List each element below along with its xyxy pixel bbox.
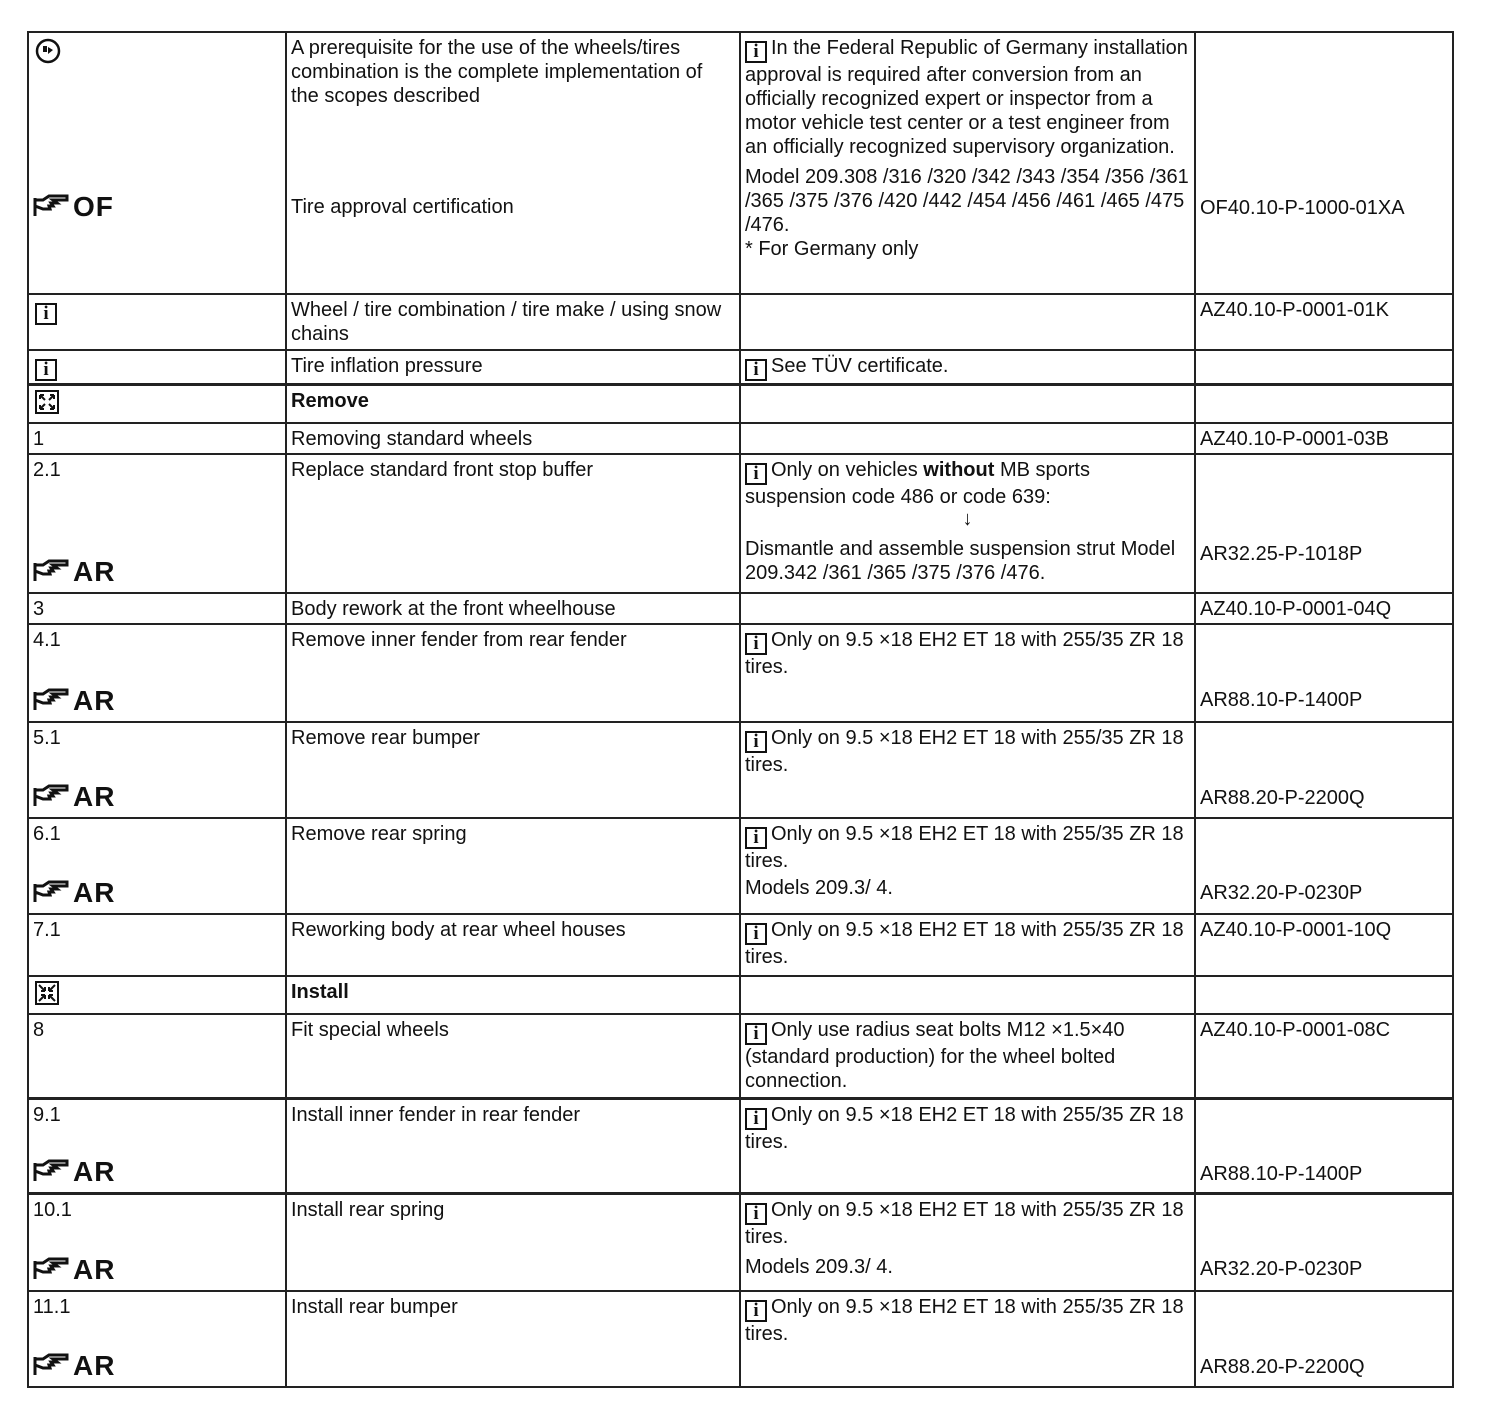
- ref-code: AR: [73, 685, 116, 716]
- document-ref: AZ40.10-P-0001-08C: [1200, 1019, 1391, 1041]
- description-text: Tire inflation pressure: [291, 355, 483, 377]
- info-icon: i: [745, 1108, 767, 1130]
- note-cell: [740, 385, 1195, 424]
- description-cell: [286, 593, 740, 624]
- document-ref-cell: [1195, 350, 1453, 385]
- step-cell: [28, 294, 286, 350]
- info-icon: i: [745, 923, 767, 945]
- table-row: [28, 1193, 1453, 1291]
- remove-icon: [35, 390, 59, 414]
- info-icon: i: [745, 1203, 767, 1225]
- note-text: Only on vehicles: [771, 459, 924, 481]
- arrow-down-icon: ↓: [962, 508, 973, 530]
- ref-code: AR: [73, 781, 116, 812]
- description-text: A prerequisite for the use of the wheels/tires combination is the complete implementation of the scopes described: [291, 37, 703, 107]
- description-text: Wheel / tire combination / tire make / using snow chains: [291, 299, 722, 345]
- step-cell: [28, 1014, 286, 1098]
- document-ref-cell: [1195, 722, 1453, 818]
- note-cell: [740, 1291, 1195, 1387]
- step-cell: [28, 454, 286, 593]
- description-cell: [286, 722, 740, 818]
- description-cell: [286, 454, 740, 593]
- step-cell: [28, 350, 286, 385]
- reference-hand-icon: [33, 1155, 116, 1187]
- description-cell: [286, 818, 740, 914]
- procedure-table: [27, 31, 1454, 1388]
- info-icon: i: [35, 303, 57, 325]
- step-number: 11.1: [33, 1296, 71, 1318]
- note-cell: [740, 294, 1195, 350]
- document-ref: AZ40.10-P-0001-03B: [1200, 428, 1390, 450]
- description-cell: [286, 350, 740, 385]
- document-ref: AR32.25-P-1018P: [1200, 543, 1363, 565]
- info-icon: i: [745, 463, 767, 485]
- install-icon: [35, 981, 59, 1005]
- table-row: [28, 1291, 1453, 1387]
- description-cell: [286, 976, 740, 1014]
- table-row: [28, 454, 1453, 593]
- table-row: [28, 423, 1453, 454]
- table-row: [28, 593, 1453, 624]
- step-number: 9.1: [33, 1103, 61, 1126]
- note-cell: [740, 976, 1195, 1014]
- step-number: 4.1: [33, 629, 61, 651]
- note-text: Only on 9.5 ×18 EH2 ET 18 with 255/35 ZR 18 tires.: [745, 919, 1184, 968]
- step-cell: [28, 1291, 286, 1387]
- description-cell: [286, 294, 740, 350]
- document-ref: AZ40.10-P-0001-04Q: [1200, 598, 1392, 620]
- ref-code: AR: [73, 1155, 116, 1187]
- note-cell: [740, 914, 1195, 976]
- note-cell: [740, 1098, 1195, 1193]
- document-ref-cell: [1195, 593, 1453, 624]
- warning-circle-icon: [35, 38, 61, 64]
- table-row: [28, 350, 1453, 385]
- note-text: Only on 9.5 ×18 EH2 ET 18 with 255/35 ZR 18 tires.: [745, 1296, 1184, 1345]
- model-list: Model 209.308 /316 /320 /342 /343 /354 /356 /361 /365 /375 /376 /420 /442 /454 /456 /461 /465 /475 /476.: [745, 166, 1189, 236]
- note-text: Only use radius seat bolts M12 ×1.5×40 (standard production) for the wheel bolted connection.: [745, 1019, 1125, 1092]
- description-text: Reworking body at rear wheel houses: [291, 919, 626, 941]
- note-emphasis: without: [923, 459, 995, 481]
- step-number: 7.1: [33, 919, 61, 941]
- ref-code: OF: [73, 191, 114, 222]
- document-ref: AR32.20-P-0230P: [1200, 1257, 1363, 1280]
- step-number: 10.1: [33, 1198, 72, 1221]
- step-cell: [28, 976, 286, 1014]
- section-heading: Remove: [291, 390, 369, 412]
- document-ref-cell: [1195, 454, 1453, 593]
- document-ref: AZ40.10-P-0001-01K: [1200, 299, 1390, 321]
- description-cell: [286, 1098, 740, 1193]
- note-cell: [740, 1193, 1195, 1291]
- step-number: 2.1: [33, 459, 61, 481]
- table-row: [28, 294, 1453, 350]
- step-cell: [28, 1098, 286, 1193]
- step-cell: [28, 593, 286, 624]
- reference-hand-icon: [33, 1256, 115, 1284]
- note-text-continued: MB sports suspension code 486 or code 639:: [745, 459, 1090, 508]
- description-cell: [286, 1014, 740, 1098]
- info-icon: i: [745, 1023, 767, 1045]
- description-text-secondary: Tire approval certification: [291, 196, 514, 218]
- document-ref: AR32.20-P-0230P: [1200, 882, 1363, 904]
- note-cell: [740, 722, 1195, 818]
- table-row: [28, 385, 1453, 424]
- reference-hand-icon: [33, 193, 114, 221]
- table-row: [28, 818, 1453, 914]
- document-ref-cell: [1195, 294, 1453, 350]
- description-text: Install rear bumper: [291, 1296, 458, 1318]
- note-text-secondary: Dismantle and assemble suspension strut Model 209.342 /361 /365 /375 /376 /476.: [745, 538, 1176, 584]
- step-cell: [28, 1193, 286, 1291]
- step-cell: [28, 914, 286, 976]
- document-ref: AZ40.10-P-0001-10Q: [1200, 919, 1392, 941]
- info-icon: i: [745, 827, 767, 849]
- note-text: In the Federal Republic of Germany installation approval is required after conversion from an officially recognized expert or inspector from a motor vehicle test center or a test engineer from an officially recognized supervisory organization.: [745, 37, 1188, 158]
- description-text: Fit special wheels: [291, 1019, 449, 1041]
- note-text: Only on 9.5 ×18 EH2 ET 18 with 255/35 ZR 18 tires.: [745, 823, 1184, 872]
- step-number: 3: [33, 598, 45, 620]
- table-row: [28, 976, 1453, 1014]
- info-icon: i: [745, 633, 767, 655]
- model-list: Models 209.3/ 4.: [745, 1255, 893, 1278]
- note-cell: [740, 593, 1195, 624]
- note-cell: [740, 350, 1195, 385]
- note-cell: [740, 624, 1195, 722]
- description-cell: [286, 423, 740, 454]
- note-text: Only on 9.5 ×18 EH2 ET 18 with 255/35 ZR 18 tires.: [745, 629, 1184, 678]
- document-ref-cell: [1195, 818, 1453, 914]
- document-ref-cell: [1195, 423, 1453, 454]
- document-ref-cell: [1195, 385, 1453, 424]
- document-ref-cell: [1195, 32, 1453, 294]
- document-ref-cell: [1195, 976, 1453, 1014]
- description-text: Replace standard front stop buffer: [291, 459, 594, 481]
- step-number: 5.1: [33, 727, 61, 749]
- model-list: Models 209.3/ 4.: [745, 877, 893, 899]
- description-text: Install inner fender in rear fender: [291, 1103, 581, 1126]
- step-cell: [28, 423, 286, 454]
- document-ref-cell: [1195, 1193, 1453, 1291]
- document-ref-cell: [1195, 1098, 1453, 1193]
- ref-code: AR: [73, 877, 116, 908]
- note-text: Only on 9.5 ×18 EH2 ET 18 with 255/35 ZR 18 tires.: [745, 1103, 1184, 1153]
- note-cell: [740, 423, 1195, 454]
- document-ref: OF40.10-P-1000-01XA: [1200, 197, 1405, 219]
- reference-hand-icon: [33, 687, 115, 715]
- document-ref: AR88.20-P-2200Q: [1200, 1356, 1365, 1378]
- step-number: 6.1: [33, 823, 61, 845]
- reference-hand-icon: [33, 1352, 115, 1380]
- step-number: 1: [33, 428, 45, 450]
- info-icon: i: [745, 1300, 767, 1322]
- description-cell: [286, 1193, 740, 1291]
- step-cell: [28, 32, 286, 294]
- reference-hand-icon: [33, 558, 115, 586]
- note-cell: [740, 454, 1195, 593]
- document-ref-cell: [1195, 914, 1453, 976]
- description-text: Install rear spring: [291, 1198, 445, 1221]
- ref-code: AR: [73, 1254, 116, 1285]
- description-cell: [286, 914, 740, 976]
- footnote: * For Germany only: [745, 238, 919, 260]
- info-icon: i: [745, 359, 767, 381]
- table-row: [28, 914, 1453, 976]
- table-row: [28, 1098, 1453, 1193]
- section-heading: Install: [291, 981, 349, 1003]
- description-text: Body rework at the front wheelhouse: [291, 598, 616, 620]
- description-cell: [286, 385, 740, 424]
- step-cell: [28, 385, 286, 424]
- info-icon: i: [35, 359, 57, 381]
- note-cell: [740, 1014, 1195, 1098]
- table-row: [28, 624, 1453, 722]
- table-row: [28, 32, 1453, 294]
- description-text: Removing standard wheels: [291, 428, 533, 450]
- reference-hand-icon: [33, 879, 115, 907]
- info-icon: i: [745, 41, 767, 63]
- info-icon: i: [745, 731, 767, 753]
- document-ref-cell: [1195, 624, 1453, 722]
- table-row: [28, 722, 1453, 818]
- step-cell: [28, 722, 286, 818]
- description-text: Remove inner fender from rear fender: [291, 629, 627, 651]
- description-cell: [286, 32, 740, 294]
- document-ref-cell: [1195, 1014, 1453, 1098]
- document-ref: AR88.10-P-1400P: [1200, 1162, 1363, 1185]
- step-number: 8: [33, 1019, 45, 1041]
- ref-code: AR: [73, 1350, 116, 1381]
- note-text: Only on 9.5 ×18 EH2 ET 18 with 255/35 ZR 18 tires.: [745, 727, 1184, 776]
- table-row: [28, 1014, 1453, 1098]
- description-cell: [286, 624, 740, 722]
- reference-hand-icon: [33, 783, 115, 811]
- note-text: See TÜV certificate.: [771, 355, 949, 377]
- ref-code: AR: [73, 556, 116, 587]
- description-text: Remove rear spring: [291, 823, 467, 845]
- description-cell: [286, 1291, 740, 1387]
- note-cell: [740, 32, 1195, 294]
- step-cell: [28, 624, 286, 722]
- step-cell: [28, 818, 286, 914]
- note-cell: [740, 818, 1195, 914]
- document-ref: AR88.20-P-2200Q: [1200, 787, 1365, 809]
- note-text: Only on 9.5 ×18 EH2 ET 18 with 255/35 ZR 18 tires.: [745, 1198, 1184, 1248]
- document-ref-cell: [1195, 1291, 1453, 1387]
- document-ref: AR88.10-P-1400P: [1200, 689, 1363, 711]
- description-text: Remove rear bumper: [291, 727, 480, 749]
